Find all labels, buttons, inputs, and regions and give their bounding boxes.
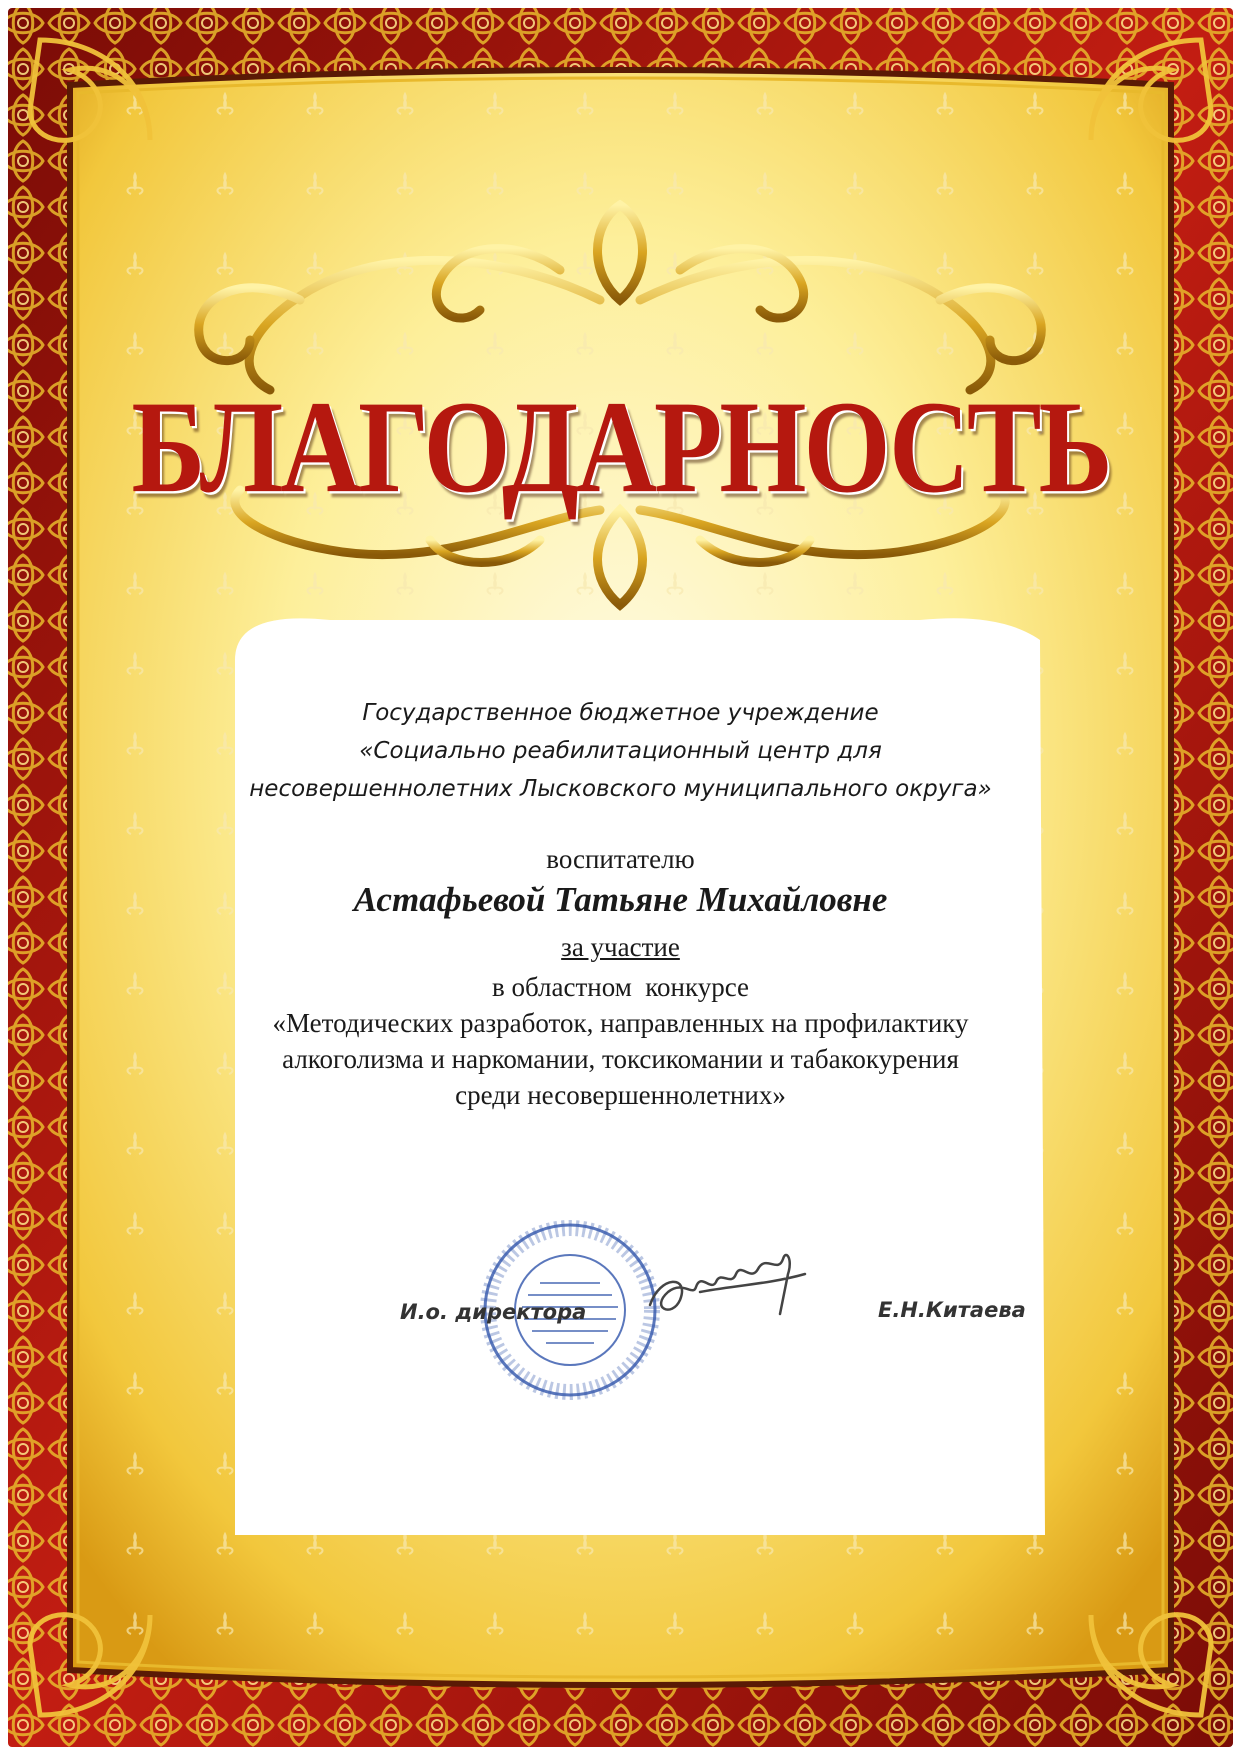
organization-line-2: «Социально реабилитационный центр для xyxy=(359,738,882,764)
recipient-name: Астафьевой Татьяне Михайловне xyxy=(353,880,888,919)
contest-line-3: среди несовершеннолетних» xyxy=(455,1080,786,1110)
contest-intro: в областном конкурсе xyxy=(491,972,750,1002)
contest-line-1: «Методических разработок, направленных на профилактику xyxy=(272,1008,969,1038)
organization-line-3: несовершеннолетних Лысковского муниципального округа» xyxy=(249,776,992,802)
signature-name: Е.Н.Китаева xyxy=(878,1298,1026,1322)
award-reason: за участие xyxy=(561,932,680,962)
recipient-role: воспитателю xyxy=(546,844,695,874)
contest-line-2: алкоголизма и наркомании, токсикомании и табакокурения xyxy=(282,1044,959,1074)
organization-line-1: Государственное бюджетное учреждение xyxy=(362,700,879,726)
signature-position: И.о. директора xyxy=(400,1300,587,1324)
certificate-title: БЛАГОДАРНОСТЬ xyxy=(131,374,1110,521)
